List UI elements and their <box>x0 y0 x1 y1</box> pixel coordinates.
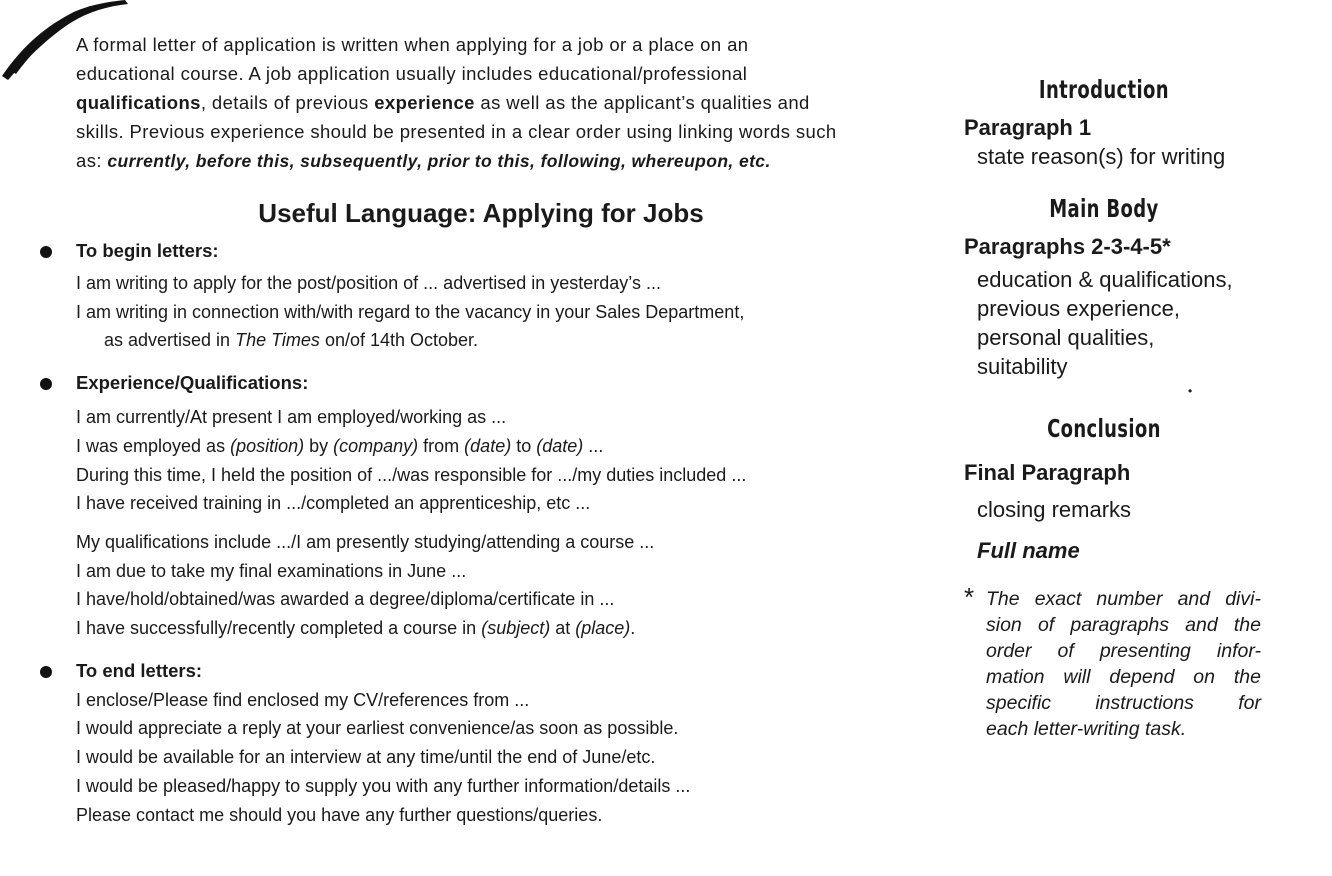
outline-body-line: closing remarks <box>977 497 1132 522</box>
intro-text: as: <box>76 150 108 171</box>
phrase-text: as advertised in <box>104 330 236 351</box>
section-heading-text: Experience/Qualifications: <box>76 372 309 394</box>
phrase-italic: The Times <box>235 330 320 351</box>
bullet-icon <box>40 246 52 258</box>
outline-para-body <box>964 265 1264 381</box>
intro-paragraph <box>76 30 876 176</box>
phrase-text: from <box>418 435 465 456</box>
phrase-line: I am due to take my final examinations in June ... <box>76 560 467 581</box>
phrase-line: I would appreciate a reply at your earliest convenience/as soon as possible. <box>76 718 679 739</box>
footnote-word: of <box>1037 614 1055 636</box>
phrase-line: I am currently/At present I am employed/working as ... <box>76 407 507 428</box>
phrase-line: I have/hold/obtained/was awarded a degree/diploma/certificate in ... <box>76 589 615 610</box>
outline-body-line: state reason(s) for writing <box>977 144 1226 169</box>
outline-body-line: previous experience, <box>977 296 1181 321</box>
phrase-text: I was employed as <box>76 435 231 456</box>
outline-body-line: education & qualifications, <box>977 267 1233 292</box>
phrase-line: My qualifications include .../I am presently studying/attending a course ... <box>76 531 655 552</box>
outline-para-heading: Paragraph 1 <box>964 115 1092 140</box>
intro-line: A formal letter of application is written when applying for a job or a place on an <box>76 34 749 55</box>
footnote-word: instructions <box>1095 692 1194 714</box>
phrase-line: I enclose/Please find enclosed my CV/references from ... <box>76 689 530 710</box>
keyword-qualifications: qualifications <box>76 92 201 113</box>
phrase-line: I am writing to apply for the post/position of ... advertised in yesterday’s ... <box>76 273 661 293</box>
full-name-label: Full name <box>977 538 1080 563</box>
footnote-word: and <box>1177 588 1211 610</box>
placeholder-subject: (subject) <box>481 618 551 639</box>
footnote-word: mation <box>986 666 1045 688</box>
footnote-word: sion <box>986 614 1022 636</box>
footnote-word: the <box>1233 614 1261 636</box>
phrase-text: ... <box>583 435 604 456</box>
section-heading-text: To end letters: <box>76 659 203 681</box>
phrase-text: by <box>304 435 334 456</box>
page-title: Useful Language: Applying for Jobs <box>258 198 704 228</box>
phrase-line: I am writing in connection with/with regard to the vacancy in your Sales Department, <box>76 301 745 322</box>
placeholder-date: (date) <box>536 435 584 456</box>
footnote-word: of <box>1057 640 1074 662</box>
phrase-text: on/of 14th October. <box>319 330 479 351</box>
letter-outline <box>964 72 1264 742</box>
outline-para-body <box>964 495 1264 524</box>
footnote-line <box>986 716 1261 742</box>
placeholder-place: (place) <box>575 618 631 639</box>
footnote-word: infor- <box>1216 640 1261 662</box>
footnote-word: the <box>1233 666 1261 688</box>
footnote-line <box>986 586 1261 612</box>
outline-body-line: suitability <box>977 354 1068 379</box>
phrase-line: I would be available for an interview at any time/until the end of June/etc. <box>76 747 656 768</box>
footnote-word: will <box>1063 666 1091 688</box>
print-speck: • <box>1188 384 1193 398</box>
footnote-word: specific <box>986 692 1052 714</box>
section-begin-letters <box>76 237 876 355</box>
outline-body-line: personal qualities, <box>977 325 1155 350</box>
intro-text: , details of previous <box>200 92 375 113</box>
footnote-word: exact <box>1034 588 1082 610</box>
section-end-letters <box>76 657 876 830</box>
intro-line: educational course. A job application usually includes educational/professional <box>76 63 748 84</box>
footnote-word: divi- <box>1225 588 1261 610</box>
section-heading-text: To begin letters: <box>76 240 219 261</box>
intro-text: as well as the applicant’s qualities and <box>474 92 810 113</box>
footnote-word: and <box>1185 614 1218 636</box>
section-heading <box>76 657 876 685</box>
footnote-word: order <box>986 640 1032 662</box>
footnote-word: for <box>1238 692 1261 714</box>
keyword-experience: experience <box>374 92 475 113</box>
linking-words: currently, before this, subsequently, prior to this, following, whereupon, etc. <box>107 151 771 171</box>
outline-title-conclusion: Conclusion <box>1047 414 1161 443</box>
main-column <box>76 30 876 829</box>
section-heading <box>76 237 876 265</box>
phrase-line: I would be pleased/happy to supply you with any further information/details ... <box>76 775 691 796</box>
phrase-line <box>76 326 876 355</box>
footnote-word: number <box>1096 588 1163 610</box>
footnote-word: The <box>986 588 1020 610</box>
footnote-word: depend <box>1109 666 1175 688</box>
footnote-word: presenting <box>1099 640 1191 662</box>
footnote <box>964 582 1261 742</box>
phrase-text: at <box>550 618 576 639</box>
section-experience <box>76 369 876 643</box>
footnote-line <box>986 612 1261 638</box>
bullet-icon <box>40 666 52 678</box>
placeholder-date: (date) <box>464 435 512 456</box>
bullet-icon <box>40 378 52 390</box>
phrase-line: I have received training in .../completed an apprenticeship, etc ... <box>76 493 591 514</box>
intro-line: skills. Previous experience should be presented in a clear order using linking words such <box>76 121 837 142</box>
intro-line <box>76 146 876 176</box>
footnote-line <box>986 638 1261 664</box>
footnote-word: on <box>1193 666 1215 688</box>
placeholder-position: (position) <box>230 435 305 456</box>
footnote-line <box>986 664 1261 690</box>
section-heading <box>76 369 876 397</box>
phrase-text: I have successfully/recently completed a course in <box>76 618 482 639</box>
phrase-line <box>76 432 876 461</box>
phrase-text: to <box>511 435 537 456</box>
phrase-line: Please contact me should you have any further questions/queries. <box>76 804 603 825</box>
asterisk-icon: * <box>964 582 975 612</box>
outline-para-body <box>964 142 1264 171</box>
placeholder-company: (company) <box>333 435 419 456</box>
outline-title-introduction: Introduction <box>1038 75 1169 104</box>
intro-line <box>76 88 876 117</box>
footnote-line <box>986 690 1261 716</box>
outline-title-main-body: Main Body <box>1049 194 1159 223</box>
footnote-word: each letter-writing task. <box>986 718 1187 740</box>
phrase-line <box>76 614 876 643</box>
outline-para-heading: Final Paragraph <box>964 460 1131 485</box>
phrase-line: During this time, I held the position of .../was responsible for .../my duties included ... <box>76 464 747 485</box>
footnote-word: paragraphs <box>1070 614 1170 636</box>
outline-para-heading: Paragraphs 2-3-4-5* <box>964 234 1171 259</box>
phrase-text: . <box>630 618 636 639</box>
